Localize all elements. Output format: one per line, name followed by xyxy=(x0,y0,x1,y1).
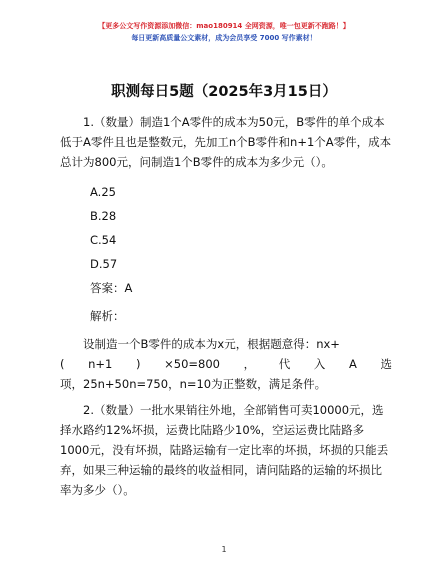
option-d: D.57 xyxy=(90,257,118,271)
analysis-line-1: 设制造一个B零件的成本为x元，根据题意得：nx+ xyxy=(83,337,340,351)
analysis-token: ×50=800 xyxy=(164,357,220,371)
analysis-label: 解析： xyxy=(90,309,125,323)
answer: 答案：A xyxy=(90,281,133,295)
page-title: 职测每日5题（2025年3月15日） xyxy=(111,84,337,100)
analysis-line-2 xyxy=(60,354,392,374)
document-body xyxy=(60,112,392,500)
analysis-token: 选 xyxy=(380,357,392,371)
analysis-token: ( xyxy=(60,357,65,371)
promo-banner-line2: 每日更新高质量公文素材，成为会员享受 7000 写作素材！ xyxy=(131,34,317,42)
option-c: C.54 xyxy=(90,233,117,247)
analysis-token: ， xyxy=(243,357,256,371)
analysis-token: 入 xyxy=(313,357,326,371)
analysis-token: A xyxy=(348,357,357,371)
analysis-token: n+1 xyxy=(88,357,113,371)
analysis-line-3: 项，25n+50n=750，n=10为正整数，满足条件。 xyxy=(60,377,327,391)
question-1-text: 1.（数量）制造1个A零件的成本为50元，B零件的单个成本低于A零件且也是整数元，先加工n个B零件和n+1个A零件，成本总计为800元，问制造1个B零件的成本为多少元（）。 xyxy=(60,115,392,169)
question-2-text: 2.（数量）一批水果销往外地，全部销售可卖10000元，选择水路约12%坏损，运费比陆路少10%，空运运费比陆路多1000元，没有坏损，陆路运输有一定比率的坏损，坏损的只能丢弃，如果三种运输的最终的收益相同，请问陆路的运输的坏损比率为多少（）。 xyxy=(60,403,389,497)
promo-banner-line1: 【更多公文写作资源添加微信：mao180914 全网资源，唯一包更新不跑路！】 xyxy=(98,22,350,30)
option-b: B.28 xyxy=(90,209,117,223)
page-number: 1 xyxy=(221,545,227,554)
analysis-token: ) xyxy=(136,357,141,371)
analysis-token: 代 xyxy=(278,357,291,371)
option-a: A.25 xyxy=(90,185,116,199)
